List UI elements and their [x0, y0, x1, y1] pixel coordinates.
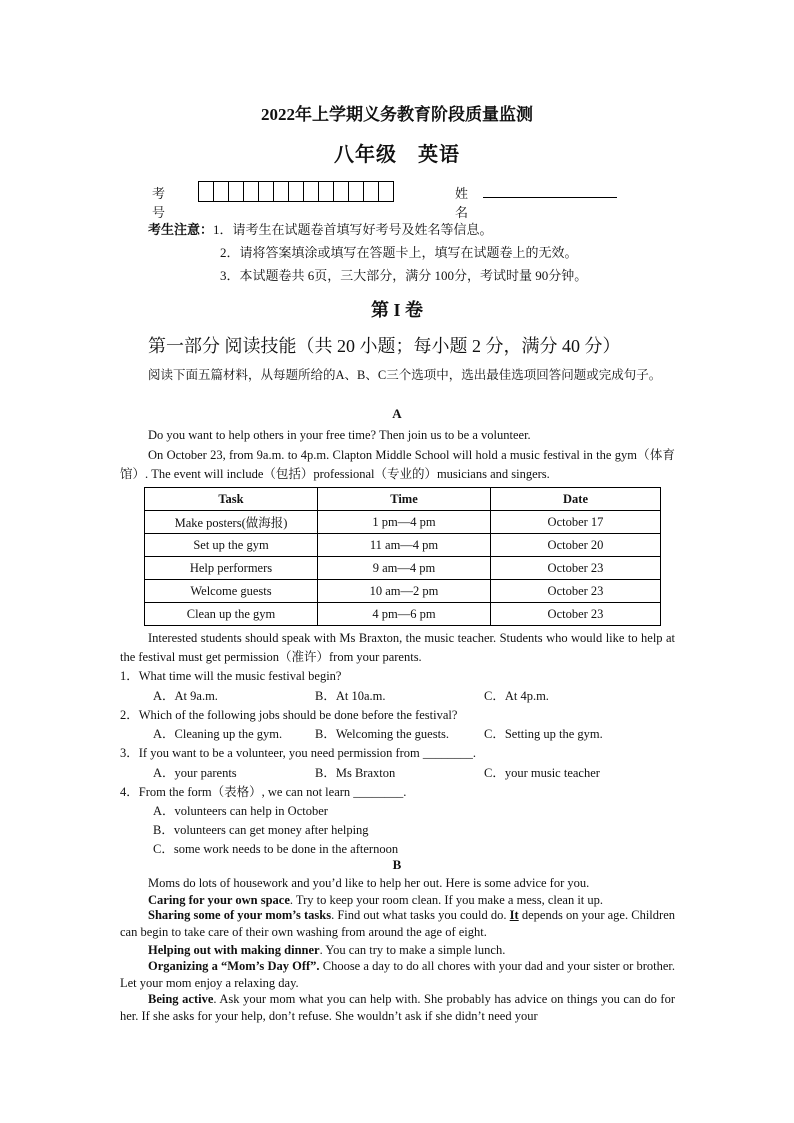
note-item: 1．请考生在试题卷首填写好考号及姓名等信息。: [213, 222, 493, 237]
option-b[interactable]: B．Welcoming the guests.: [315, 727, 450, 741]
exam-number-box[interactable]: [349, 182, 364, 201]
table-row: [145, 580, 661, 603]
advice-heading: Helping out with making dinner: [148, 943, 320, 957]
passage-b-letter: B: [392, 857, 402, 872]
table-header-row: [145, 488, 661, 511]
instructions: 阅读下面五篇材料，从每题所给的A、B、C三个选项中，选出最佳选项回答问题或完成句子。: [148, 368, 662, 382]
table-cell: October 17: [491, 511, 661, 534]
exam-number-box[interactable]: [319, 182, 334, 201]
passage-b-intro: Moms do lots of housework and you’d like to help her out. Here is some advice for you.: [148, 876, 590, 890]
table-cell: Make posters(做海报): [145, 511, 318, 534]
exam-number-box[interactable]: [274, 182, 289, 201]
option-a[interactable]: A．volunteers can help in October: [153, 804, 328, 818]
table-row: [145, 603, 661, 626]
option-c[interactable]: C．At 4p.m.: [484, 689, 549, 703]
advice-text: . Ask your mom what you can help with. She probably has advice on things you can do for her. If she asks for your help, don’t refuse. She wouldn’t ask if she didn’t need your: [120, 992, 675, 1023]
table-cell: October 23: [491, 603, 661, 626]
table-row: [145, 557, 661, 580]
advice-heading: Being active: [148, 992, 214, 1006]
passage-a-letter: A: [392, 406, 402, 421]
advice-text: . You can try to make a simple lunch.: [319, 943, 506, 957]
advice-item: [120, 958, 675, 992]
exam-number-box[interactable]: [364, 182, 379, 201]
underlined-word: It: [509, 908, 519, 922]
exam-number-label: 考号: [152, 186, 166, 220]
table-cell: Clean up the gym: [145, 603, 318, 626]
table-header: Time: [318, 488, 491, 511]
exam-number-box[interactable]: [304, 182, 319, 201]
table-header: Task: [145, 488, 318, 511]
table-cell: 11 am—4 pm: [318, 534, 491, 557]
advice-item: [120, 907, 675, 941]
candidate-notes: [148, 218, 587, 287]
table-cell: 4 pm—6 pm: [318, 603, 491, 626]
exam-number-boxes[interactable]: [198, 181, 394, 202]
option-b[interactable]: B．volunteers can get money after helping: [153, 823, 369, 837]
option-a[interactable]: A．At 9a.m.: [153, 689, 218, 703]
exam-title: 2022年上学期义务教育阶段质量监测: [261, 105, 533, 124]
passage-a-paragraph: On October 23, from 9a.m. to 4p.m. Clapton Middle School will hold a music festival in the gym（体育馆）. The event will include（包括）professional（专业的）musicians and singers.: [120, 448, 675, 481]
table-header: Date: [491, 488, 661, 511]
exam-number-box[interactable]: [379, 182, 393, 201]
table-cell: Help performers: [145, 557, 318, 580]
exam-subtitle: 八年级 英语: [334, 144, 460, 166]
exam-number-box[interactable]: [214, 182, 229, 201]
passage-a-paragraph: Do you want to help others in your free time? Then join us to be a volunteer.: [148, 428, 531, 442]
name-field-line[interactable]: [483, 197, 617, 198]
volunteer-schedule-table: [144, 487, 661, 626]
exam-number-box[interactable]: [244, 182, 259, 201]
table-cell: 1 pm—4 pm: [318, 511, 491, 534]
notes-heading: 考生注意：: [148, 222, 214, 237]
volume-heading: 第 I 卷: [370, 300, 423, 320]
exam-number-box[interactable]: [229, 182, 244, 201]
option-c[interactable]: C．some work needs to be done in the afternoon: [153, 842, 399, 856]
advice-heading: Sharing some of your mom’s tasks: [148, 908, 332, 922]
name-label: 姓名: [455, 186, 469, 220]
exam-number-box[interactable]: [334, 182, 349, 201]
option-b[interactable]: B．Ms Braxton: [315, 766, 396, 780]
table-cell: October 23: [491, 580, 661, 603]
option-b[interactable]: B．At 10a.m.: [315, 689, 386, 703]
table-row: [145, 511, 661, 534]
option-a[interactable]: A．your parents: [153, 766, 237, 780]
advice-text: . Find out what tasks you could do.: [331, 908, 510, 922]
option-a[interactable]: A．Cleaning up the gym.: [153, 727, 283, 741]
table-row: [145, 534, 661, 557]
table-cell: 9 am—4 pm: [318, 557, 491, 580]
table-cell: Set up the gym: [145, 534, 318, 557]
table-cell: October 20: [491, 534, 661, 557]
advice-text: depends on your age. Children can begin to take care of their own washing from around the age of eight.: [120, 908, 675, 939]
exam-number-box[interactable]: [289, 182, 304, 201]
advice-heading: Caring for your own space: [148, 893, 290, 907]
table-cell: 10 am—2 pm: [318, 580, 491, 603]
passage-a-paragraph: Interested students should speak with Ms Braxton, the music teacher. Students who would like to help at the festival must get permission（准许）from your parents.: [120, 631, 675, 664]
table-cell: Welcome guests: [145, 580, 318, 603]
table-cell: October 23: [491, 557, 661, 580]
question-stem: 2．Which of the following jobs should be done before the festival?: [120, 708, 458, 722]
advice-heading: Organizing a “Mom’s Day Off”.: [148, 959, 320, 973]
option-c[interactable]: C．Setting up the gym.: [484, 727, 603, 741]
advice-text: . Try to keep your room clean. If you make a mess, clean it up.: [289, 893, 604, 907]
option-c[interactable]: C．your music teacher: [484, 766, 600, 780]
note-item: 2．请将答案填涂或填写在答题卡上，填写在试题卷上的无效。: [220, 245, 578, 260]
question-stem: 1．What time will the music festival begin?: [120, 669, 342, 683]
note-item: 3．本试题卷共 6页，三大部分，满分 100分，考试时量 90分钟。: [220, 268, 588, 283]
part-one-heading: 第一部分 阅读技能（共 20 小题；每小题 2 分，满分 40 分）: [148, 336, 621, 356]
advice-text: Choose a day to do all chores with your dad and your sister or brother. Let your mom enjoy a relaxing day.: [120, 959, 675, 990]
exam-number-box[interactable]: [259, 182, 274, 201]
advice-item: [120, 991, 675, 1025]
question-stem: 4．From the form（表格）, we can not learn ________.: [120, 785, 407, 799]
exam-number-box[interactable]: [199, 182, 214, 201]
question-stem: 3．If you want to be a volunteer, you need permission from ________.: [120, 746, 477, 760]
